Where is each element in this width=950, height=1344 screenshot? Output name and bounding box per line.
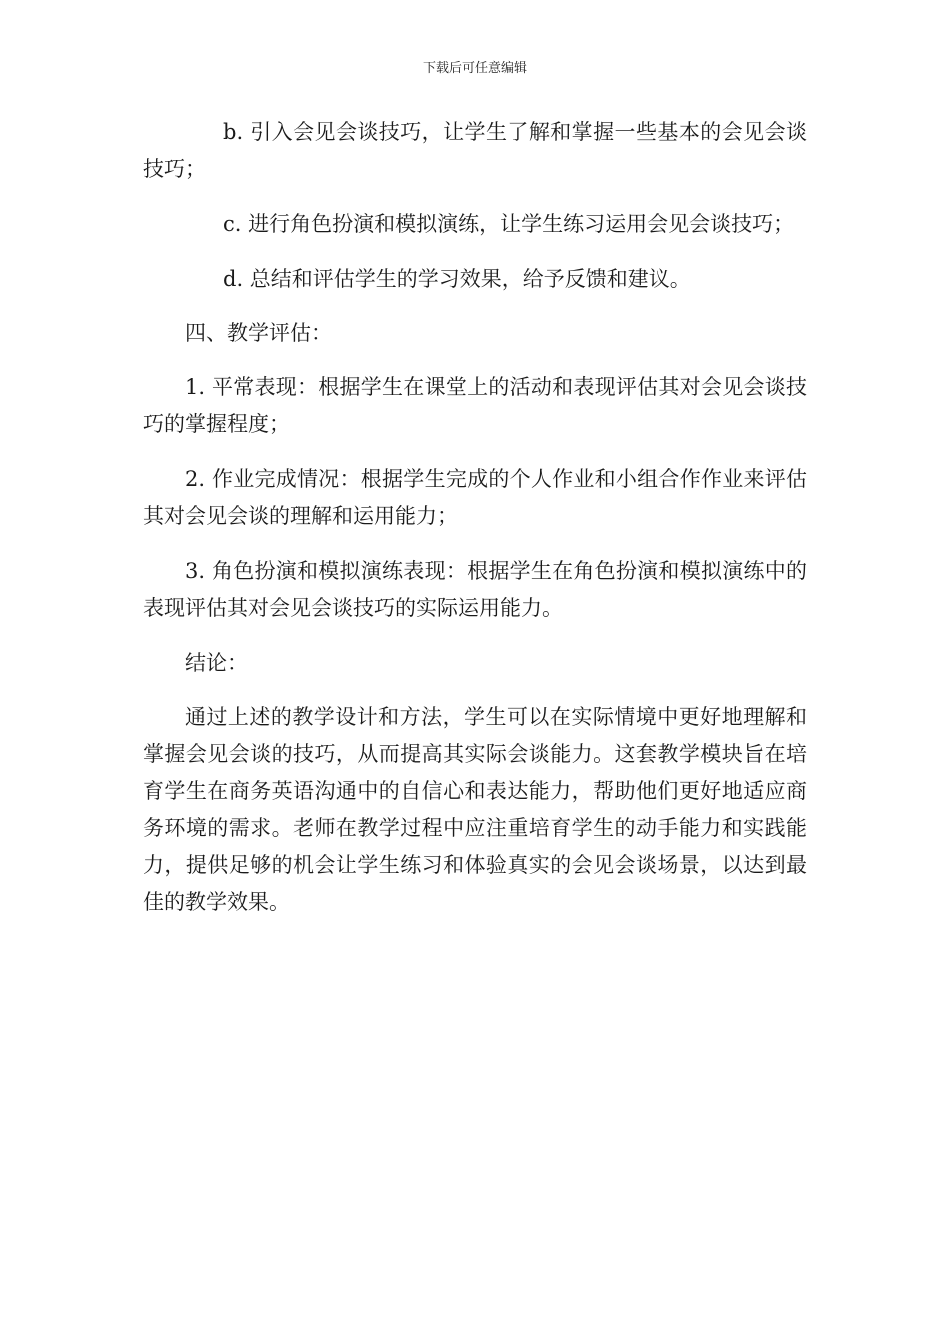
conclusion-paragraph: 通过上述的教学设计和方法，学生可以在实际情境中更好地理解和掌握会见会谈的技巧，从而提高其实际会谈能力。这套教学模块旨在培育学生在商务英语沟通中的自信心和表达能力，帮助他们更好地适应商务环境的需求。老师在教学过程中应注重培育学生的动手能力和实践能力，提供足够的机会让学生练习和体验真实的会见会谈场景，以达到最佳的教学效果。 [143,705,807,914]
list-item-c: c. 进行角色扮演和模拟演练，让学生练习运用会见会谈技巧； [223,212,795,236]
list-item-d: d. 总结和评估学生的学习效果，给予反馈和建议。 [223,267,691,291]
evaluation-item-1: 1. 平常表现：根据学生在课堂上的活动和表现评估其对会见会谈技巧的掌握程度； [143,375,807,436]
page-header-note: 下载后可任意编辑 [422,61,527,76]
section-heading-evaluation: 四、教学评估： [185,321,332,345]
evaluation-item-3: 3. 角色扮演和模拟演练表现：根据学生在角色扮演和模拟演练中的表现评估其对会见会谈技巧的实际运用能力。 [143,559,807,620]
section-heading-conclusion: 结论： [185,651,248,675]
evaluation-item-2: 2. 作业完成情况：根据学生完成的个人作业和小组合作作业来评估其对会见会谈的理解和运用能力； [143,467,807,528]
list-item-b: b. 引入会见会谈技巧，让学生了解和掌握一些基本的会见会谈技巧； [143,120,807,181]
document-body [143,114,807,939]
